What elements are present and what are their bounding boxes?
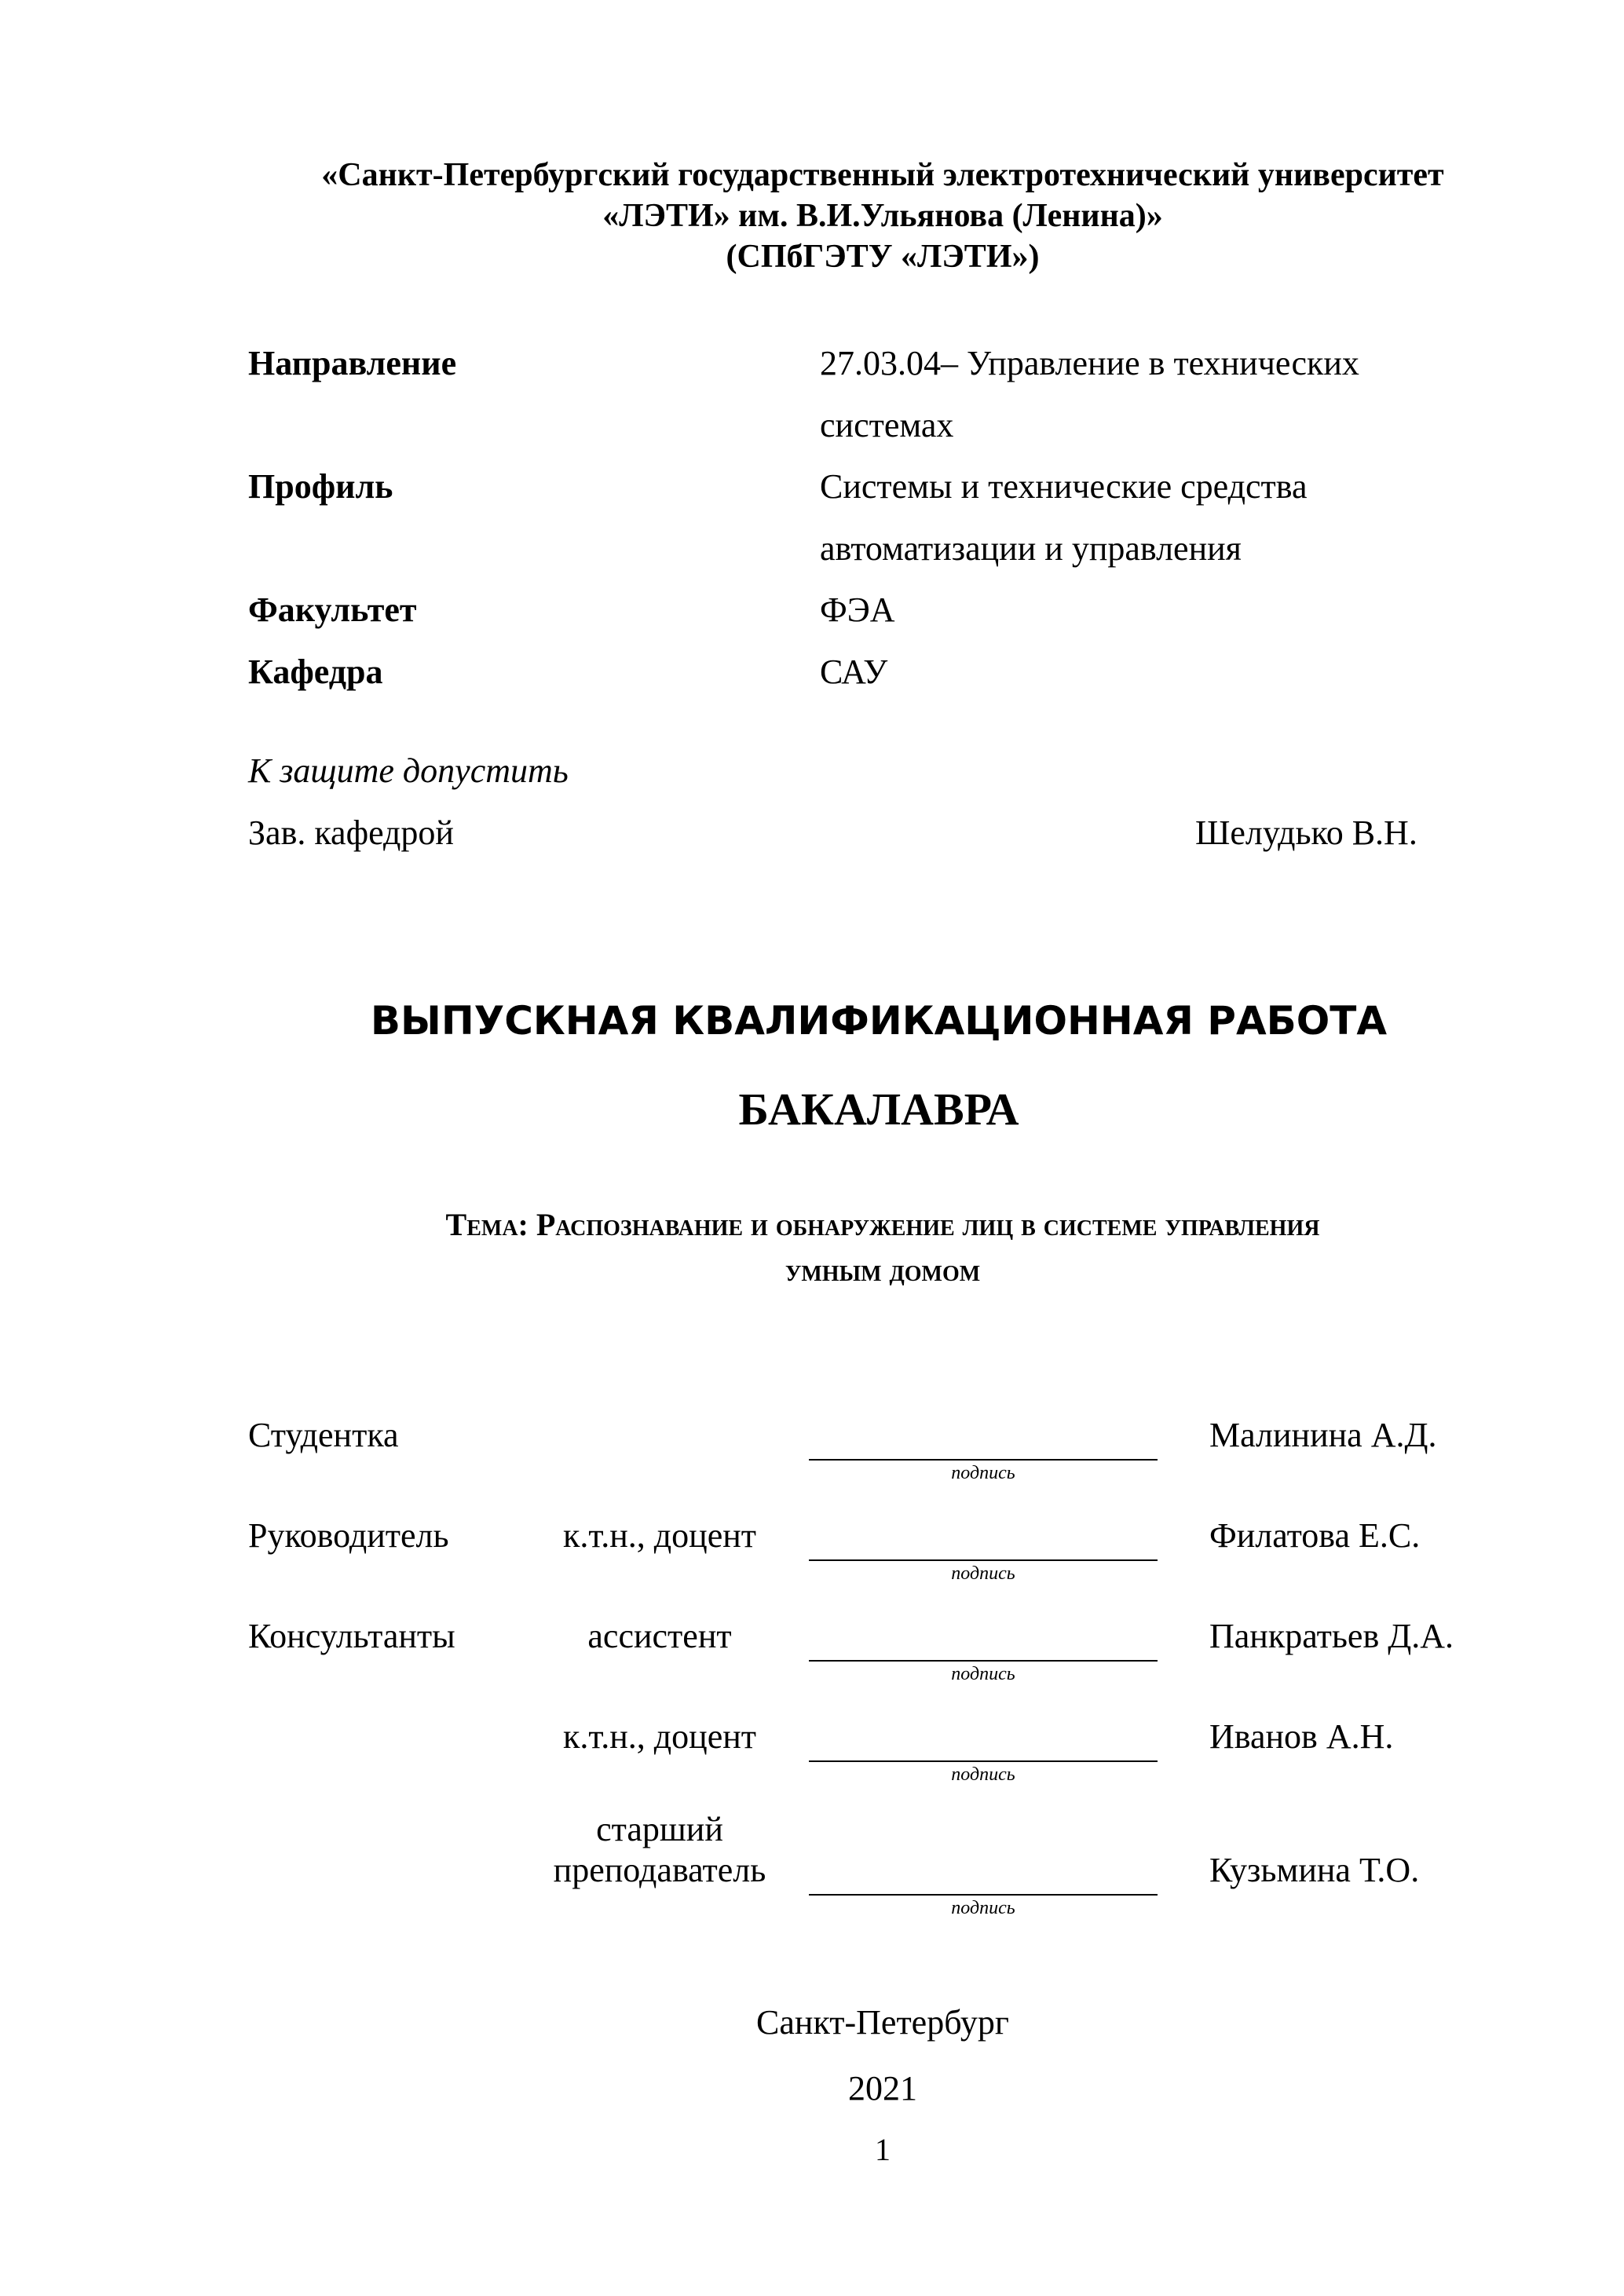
head-of-department-label: Зав. кафедрой (248, 813, 454, 852)
direction-label: Направление (248, 344, 457, 382)
consultant1-name: Панкратьев Д.А. (1209, 1617, 1454, 1655)
consultants-role: Консультанты (248, 1617, 455, 1655)
supervisor-position: к.т.н., доцент (562, 1516, 757, 1555)
signature-line (809, 1760, 1158, 1762)
consultant2-name: Иванов А.Н. (1209, 1717, 1394, 1756)
department-value: САУ (820, 653, 888, 691)
head-of-department-name: Шелудько В.Н. (1195, 813, 1417, 852)
university-name-line2: «ЛЭТИ» им. В.И.Ульянова (Ленина)» (602, 198, 1163, 234)
signature-caption: подпись (951, 1463, 1015, 1483)
signature-line (809, 1559, 1158, 1561)
signature-caption: подпись (951, 1664, 1015, 1684)
supervisor-name: Филатова Е.С. (1209, 1516, 1421, 1555)
signature-caption: подпись (951, 1764, 1015, 1785)
consultant1-position: ассистент (587, 1617, 732, 1655)
document-title-line1: ВЫПУСКНАЯ КВАЛИФИКАЦИОННАЯ РАБОТА (370, 998, 1388, 1044)
faculty-label: Факультет (248, 590, 417, 629)
signature-caption: подпись (951, 1898, 1015, 1918)
university-name-line1: «Санкт-Петербургский государственный электротехнический университет (321, 157, 1444, 193)
supervisor-role: Руководитель (248, 1516, 449, 1555)
topic-line2: умным домом (785, 1252, 981, 1288)
page-number: 1 (875, 2132, 891, 2167)
signature-line (809, 1894, 1158, 1896)
topic-line1: Тема: Распознавание и обнаружение лиц в системе управления (445, 1207, 1320, 1242)
profile-value-line2: автоматизации и управления (820, 529, 1242, 568)
profile-label: Профиль (248, 467, 393, 506)
profile-value-line1: Системы и технические средства (820, 467, 1308, 506)
student-name: Малинина А.Д. (1209, 1416, 1437, 1454)
consultant3-name: Кузьмина Т.О. (1209, 1851, 1420, 1889)
student-role: Студентка (248, 1416, 399, 1454)
direction-value-line1: 27.03.04– Управление в технических (820, 344, 1359, 382)
faculty-value: ФЭА (820, 590, 895, 629)
department-label: Кафедра (248, 653, 383, 691)
direction-value-line2: системах (820, 406, 954, 444)
year: 2021 (848, 2069, 917, 2108)
admit-to-defense: К защите допустить (248, 751, 569, 790)
document-title-line2: БАКАЛАВРА (738, 1084, 1019, 1135)
signature-line (809, 1660, 1158, 1662)
city: Санкт-Петербург (756, 2003, 1009, 2042)
consultant3-position-line2: преподаватель (553, 1851, 766, 1889)
consultant2-position: к.т.н., доцент (562, 1717, 757, 1756)
signature-caption: подпись (951, 1563, 1015, 1584)
consultant3-position-line1: старший (596, 1810, 723, 1848)
signature-line (809, 1459, 1158, 1461)
university-abbreviation: (СПбГЭТУ «ЛЭТИ») (726, 239, 1040, 275)
